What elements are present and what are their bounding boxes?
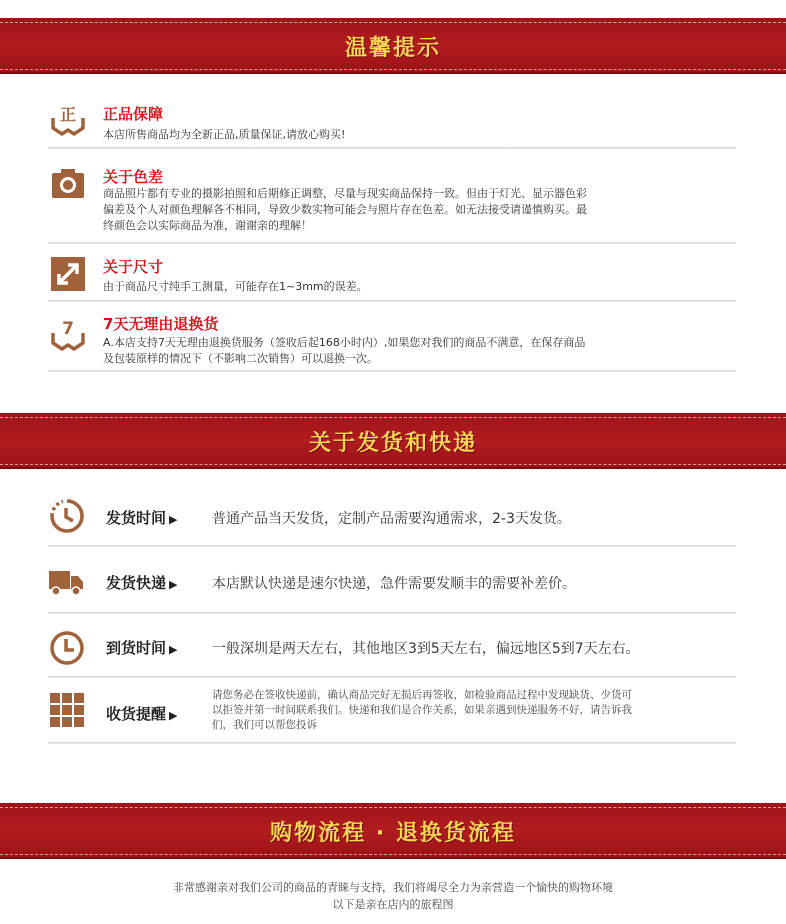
shipping-banner-title: 关于发货和快递 xyxy=(308,430,477,456)
tip-desc-line: 商品照片都有专业的摄影拍照和后期修正调整，尽量与现实商品保持一致。但由于灯光、显示器色彩 xyxy=(103,187,587,200)
tip-title-color: 关于色差 xyxy=(103,168,164,186)
divider xyxy=(48,300,736,302)
divider xyxy=(48,242,736,244)
camera-icon xyxy=(50,165,86,201)
shipping-label-receipt: 收货提醒 ▶ xyxy=(106,705,178,723)
label-text: 到货时间 xyxy=(106,639,167,657)
tips-banner xyxy=(0,18,786,74)
seven-day-icon xyxy=(50,315,86,351)
tip-desc-line: 由于商品尺寸纯手工测量，可能存在1~3mm的误差。 xyxy=(103,280,368,293)
divider xyxy=(48,742,736,744)
tip-title-return: 7天无理由退换货 xyxy=(103,315,219,333)
tip-desc-line: A.本店支持7天无理由退换货服务（签收后起168小时内）,如果您对我们的商品不满意，在保存商品 xyxy=(103,336,586,349)
receipt-line: 请您务必在签收快递前，确认商品完好无损后再签收，如检验商品过程中发现缺货、少货可 xyxy=(212,689,632,701)
process-banner-title: 购物流程 · 退换货流程 xyxy=(270,820,516,846)
shipping-banner xyxy=(0,413,786,469)
arrival-clock-icon xyxy=(49,630,85,666)
label-text: 发货时间 xyxy=(106,509,167,527)
footer-line-2: 以下是亲在店内的旅程图 xyxy=(332,898,454,911)
divider xyxy=(48,676,736,678)
tip-desc-line: 及包装原样的情况下（不影响二次销售）可以退换一次。 xyxy=(103,352,378,365)
divider xyxy=(48,612,736,614)
shipping-text-dispatch: 普通产品当天发货，定制产品需要沟通需求，2-3天发货。 xyxy=(212,511,571,527)
grid-icon xyxy=(49,692,85,728)
shipping-label-dispatch: 发货时间 ▶ xyxy=(106,509,178,527)
label-text: 收货提醒 xyxy=(106,705,167,723)
tip-desc-line: 偏差及个人对颜色理解各不相同，导致少数实物可能会与照片存在色差。如无法接受请谨慎购买。最 xyxy=(103,203,587,216)
shipping-text-courier: 本店默认快递是速尔快递，急件需要发顺丰的需要补差价。 xyxy=(212,576,576,592)
footer-line-1: 非常感谢亲对我们公司的商品的青睐与支持，我们将竭尽全力为亲营造一个愉快的购物环境 xyxy=(173,881,613,894)
resize-icon xyxy=(50,256,86,292)
process-banner xyxy=(0,803,786,859)
tip-desc-return xyxy=(103,335,585,367)
tips-banner-title: 温馨提示 xyxy=(344,35,441,61)
tip-desc-color xyxy=(103,186,587,234)
genuine-icon xyxy=(50,100,86,136)
divider xyxy=(48,545,736,547)
tip-desc-genuine xyxy=(103,127,345,143)
shipping-text-arrival: 一般深圳是两天左右，其他地区3到5天左右，偏远地区5到7天左右。 xyxy=(212,641,640,657)
shipping-label-courier: 发货快递 ▶ xyxy=(106,574,178,592)
divider xyxy=(48,147,736,149)
shipping-text-receipt xyxy=(212,688,632,733)
tip-title-size: 关于尺寸 xyxy=(103,258,164,276)
label-text: 发货快递 xyxy=(106,574,167,592)
tip-desc-size xyxy=(103,279,368,295)
svg-text:正: 正 xyxy=(59,105,77,124)
receipt-line: 以拒签并第一时间联系我们。快递和我们是合作关系，如果亲遇到快递服务不好，请告诉我 xyxy=(212,704,632,716)
divider xyxy=(48,370,736,372)
receipt-line: 们，我们可以帮您投诉 xyxy=(212,719,317,731)
tip-desc-line: 终颜色会以实际商品为准，谢谢亲的理解！ xyxy=(103,219,312,232)
clock-icon xyxy=(49,498,85,534)
tip-title-genuine: 正品保障 xyxy=(103,105,164,123)
shipping-label-arrival: 到货时间 ▶ xyxy=(106,639,178,657)
svg-text:7: 7 xyxy=(62,319,74,339)
truck-icon xyxy=(48,563,84,599)
tip-desc-line: 本店所售商品均为全新正品,质量保证,请放心购买! xyxy=(103,128,346,141)
